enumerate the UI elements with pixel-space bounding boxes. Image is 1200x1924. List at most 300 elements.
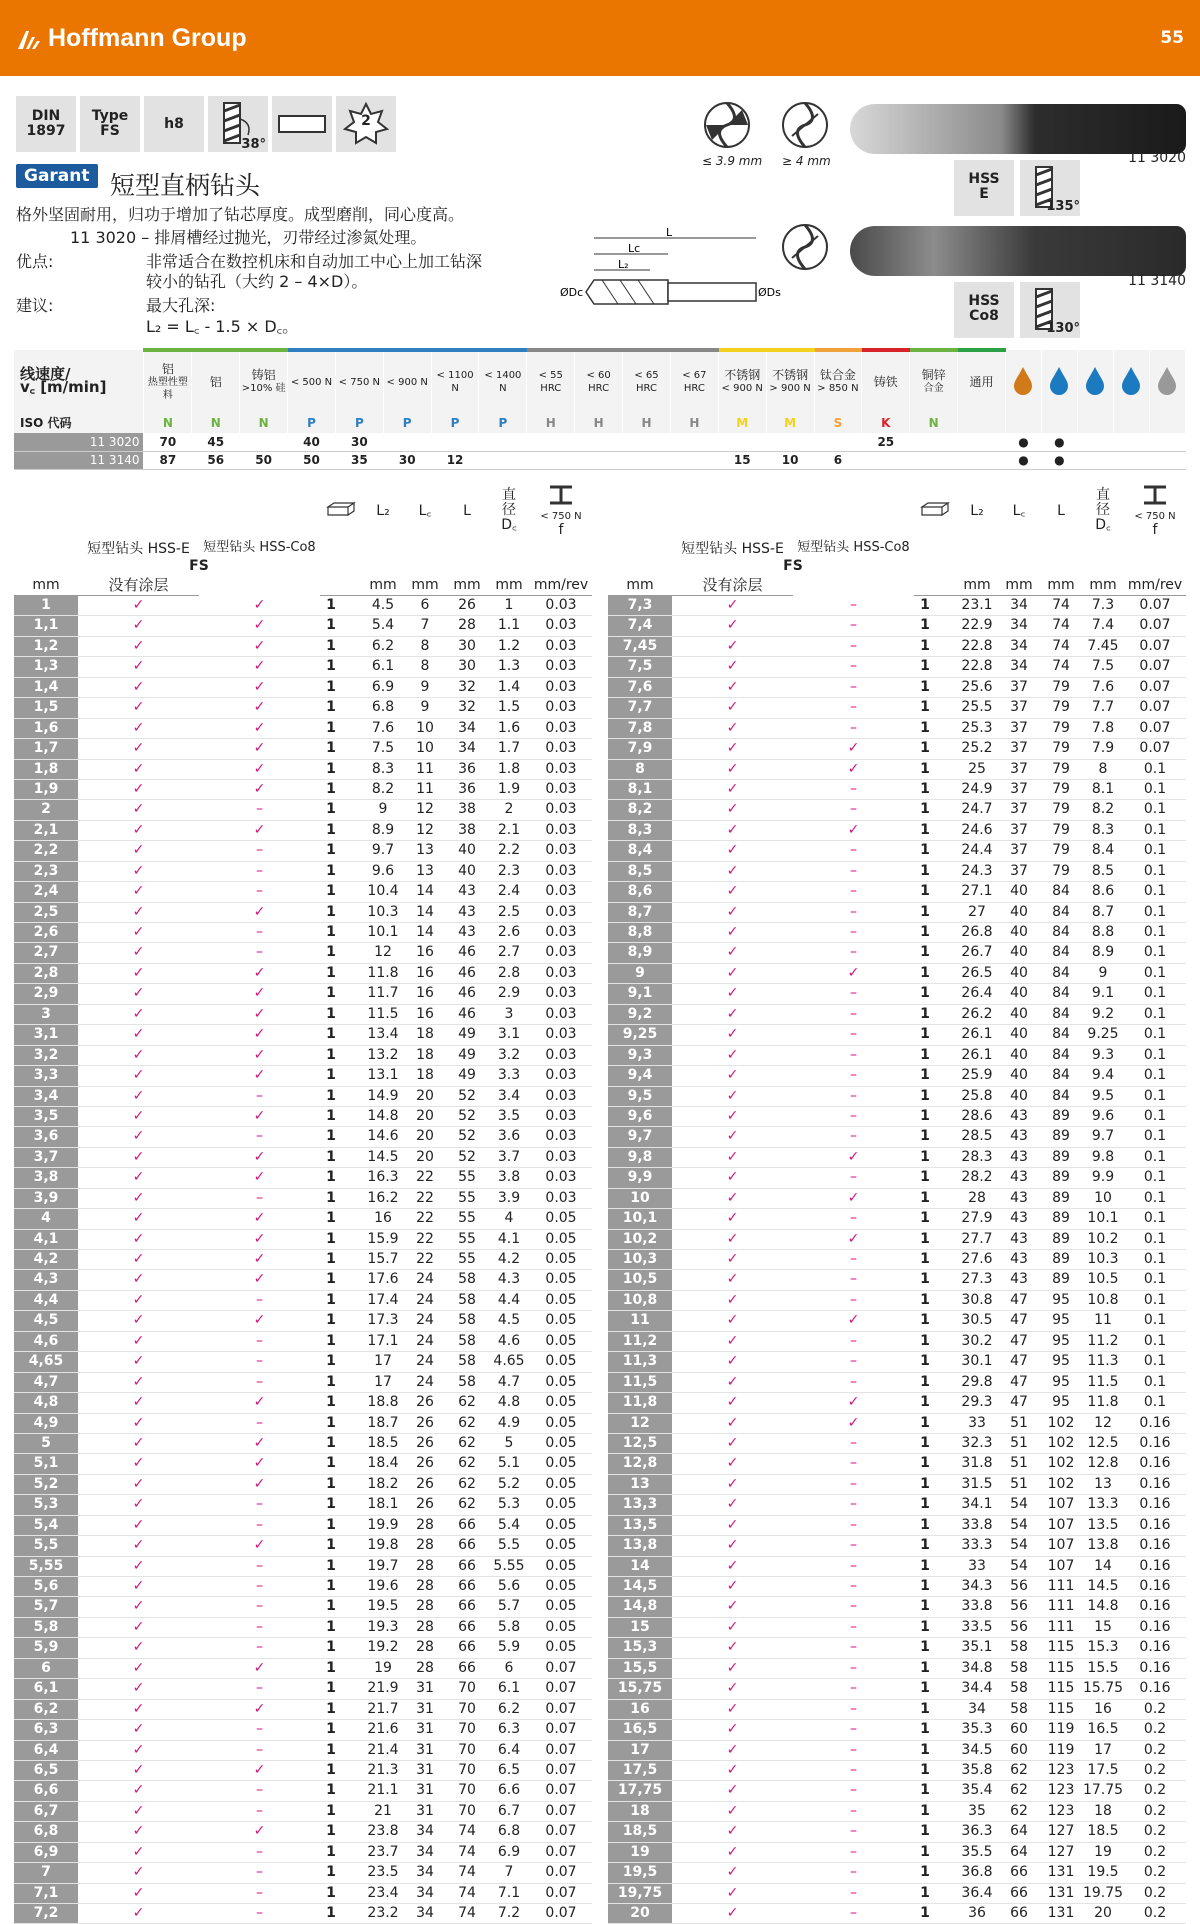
diameter-cell[interactable]: 4,6 bbox=[14, 1331, 78, 1351]
diameter-cell[interactable]: 9,2 bbox=[608, 1004, 672, 1024]
l2-value: 33.8 bbox=[956, 1597, 998, 1617]
diameter-cell[interactable]: 7,2 bbox=[14, 1904, 78, 1924]
ds-value: 14 bbox=[1082, 1556, 1124, 1576]
availability-113140: ✓ bbox=[199, 984, 320, 1004]
lc-value: 6 bbox=[404, 596, 446, 616]
l2-value: 7.5 bbox=[362, 739, 404, 759]
diameter-cell[interactable]: 10,3 bbox=[608, 1250, 672, 1270]
ds-value: 5.4 bbox=[488, 1515, 530, 1535]
diameter-cell[interactable]: 10,1 bbox=[608, 1209, 672, 1229]
diameter-cell[interactable]: 9 bbox=[608, 963, 672, 983]
diameter-cell[interactable]: 17,75 bbox=[608, 1781, 672, 1801]
lc-value: 16 bbox=[404, 1004, 446, 1024]
l-value: 58 bbox=[446, 1372, 488, 1392]
diameter-cell[interactable]: 1,2 bbox=[14, 636, 78, 656]
feed-value: 0.1 bbox=[1124, 984, 1186, 1004]
diameter-cell[interactable]: 2,1 bbox=[14, 820, 78, 840]
l2-value: 21.4 bbox=[362, 1740, 404, 1760]
ds-value: 2.7 bbox=[488, 943, 530, 963]
diameter-cell[interactable]: 5,9 bbox=[14, 1638, 78, 1658]
diameter-cell[interactable]: 17 bbox=[608, 1740, 672, 1760]
lc-value: 26 bbox=[404, 1393, 446, 1413]
feed-value: 0.03 bbox=[530, 657, 592, 677]
diameter-cell[interactable]: 5,2 bbox=[14, 1474, 78, 1494]
diameter-cell[interactable]: 2,7 bbox=[14, 943, 78, 963]
pack-qty: 1 bbox=[914, 1801, 936, 1821]
table-row bbox=[608, 861, 1186, 881]
lc-value: 47 bbox=[998, 1352, 1040, 1372]
diameter-cell[interactable]: 3,8 bbox=[14, 1168, 78, 1188]
table-row bbox=[14, 1904, 592, 1924]
diameter-cell[interactable]: 1,9 bbox=[14, 779, 78, 799]
diameter-cell[interactable]: 3,1 bbox=[14, 1025, 78, 1045]
diameter-cell[interactable]: 14,5 bbox=[608, 1577, 672, 1597]
diameter-cell[interactable]: 5,55 bbox=[14, 1556, 78, 1576]
diameter-cell[interactable]: 8,4 bbox=[608, 841, 672, 861]
table-row bbox=[14, 657, 592, 677]
diameter-cell[interactable]: 2,2 bbox=[14, 841, 78, 861]
mql-icon bbox=[1149, 350, 1185, 412]
l2-value: 18.2 bbox=[362, 1474, 404, 1494]
feed-value: 0.07 bbox=[530, 1883, 592, 1903]
availability-113020: ✓ bbox=[78, 1863, 199, 1883]
availability-113140: – bbox=[199, 1495, 320, 1515]
diameter-cell[interactable]: 6,7 bbox=[14, 1801, 78, 1821]
pack-qty: 1 bbox=[914, 1842, 936, 1862]
l2-value: 27.7 bbox=[956, 1229, 998, 1249]
diameter-cell[interactable]: 2,5 bbox=[14, 902, 78, 922]
table-row bbox=[608, 1290, 1186, 1310]
diameter-cell[interactable]: 6 bbox=[14, 1658, 78, 1678]
diameter-cell[interactable]: 6,2 bbox=[14, 1699, 78, 1719]
l-value: 79 bbox=[1040, 841, 1082, 861]
l-value: 46 bbox=[446, 1004, 488, 1024]
lc-value: 22 bbox=[404, 1168, 446, 1188]
l-value: 74 bbox=[1040, 616, 1082, 636]
diameter-cell[interactable]: 5,7 bbox=[14, 1597, 78, 1617]
pack-qty: 1 bbox=[914, 1188, 936, 1208]
feed-value: 0.07 bbox=[530, 1863, 592, 1883]
feed-value: 0.1 bbox=[1124, 1066, 1186, 1086]
type-fs-label: FS bbox=[78, 558, 320, 574]
availability-113140: ✓ bbox=[199, 616, 320, 636]
brand-logo[interactable] bbox=[16, 24, 247, 53]
diameter-cell[interactable]: 3,3 bbox=[14, 1066, 78, 1086]
pack-qty: 1 bbox=[320, 1760, 342, 1780]
diameter-cell[interactable]: 18,5 bbox=[608, 1822, 672, 1842]
product-description: 格外坚固耐用，归功于增加了钻芯厚度。成型磨削，同心度高。 bbox=[16, 205, 465, 224]
l2-value: 18.1 bbox=[362, 1495, 404, 1515]
diameter-cell[interactable]: 9,4 bbox=[608, 1066, 672, 1086]
availability-113020: ✓ bbox=[672, 1127, 793, 1147]
l-value: 119 bbox=[1040, 1720, 1082, 1740]
diameter-cell[interactable]: 7,1 bbox=[14, 1883, 78, 1903]
diameter-cell[interactable]: 14,8 bbox=[608, 1597, 672, 1617]
diameter-cell[interactable]: 10 bbox=[608, 1188, 672, 1208]
diameter-cell[interactable]: 11,2 bbox=[608, 1331, 672, 1351]
diameter-cell[interactable]: 3,9 bbox=[14, 1188, 78, 1208]
table-row bbox=[14, 1822, 592, 1842]
ds-value: 17.75 bbox=[1082, 1781, 1124, 1801]
diameter-cell[interactable]: 9,7 bbox=[608, 1127, 672, 1147]
availability-113140: – bbox=[793, 1331, 914, 1351]
advantage-text-2: 较小的钻孔（大约 2 – 4×D）。 bbox=[146, 272, 368, 291]
availability-113020: ✓ bbox=[672, 943, 793, 963]
lc-value: 47 bbox=[998, 1393, 1040, 1413]
availability-113020: ✓ bbox=[78, 1454, 199, 1474]
pack-qty: 1 bbox=[320, 841, 342, 861]
ds-value: 4.2 bbox=[488, 1250, 530, 1270]
diameter-cell[interactable]: 10,2 bbox=[608, 1229, 672, 1249]
diameter-cell[interactable]: 4 bbox=[14, 1209, 78, 1229]
lc-value: 10 bbox=[404, 739, 446, 759]
diameter-cell[interactable]: 3,6 bbox=[14, 1127, 78, 1147]
diameter-cell[interactable]: 1,6 bbox=[14, 718, 78, 738]
ds-value: 9 bbox=[1082, 963, 1124, 983]
diameter-cell[interactable]: 5,8 bbox=[14, 1617, 78, 1637]
lc-value: 56 bbox=[998, 1577, 1040, 1597]
diameter-cell[interactable]: 9,3 bbox=[608, 1045, 672, 1065]
feed-value: 0.1 bbox=[1124, 1147, 1186, 1167]
speed-value bbox=[910, 451, 958, 469]
diameter-cell[interactable]: 7,5 bbox=[608, 657, 672, 677]
l2-value: 9.7 bbox=[362, 841, 404, 861]
feed-value: 0.1 bbox=[1124, 1229, 1186, 1249]
availability-113140: ✓ bbox=[199, 902, 320, 922]
ds-value: 8.1 bbox=[1082, 779, 1124, 799]
lc-value: 8 bbox=[404, 657, 446, 677]
diameter-cell[interactable]: 1,3 bbox=[14, 657, 78, 677]
diameter-cell[interactable]: 15,5 bbox=[608, 1658, 672, 1678]
pack-qty: 1 bbox=[320, 1025, 342, 1045]
diameter-cell[interactable]: 17,5 bbox=[608, 1760, 672, 1780]
article-number: 11 3140 bbox=[1128, 273, 1186, 289]
ds-value: 20 bbox=[1082, 1904, 1124, 1924]
pack-qty: 1 bbox=[914, 718, 936, 738]
ds-value: 2.1 bbox=[488, 820, 530, 840]
availability-113140: – bbox=[793, 1290, 914, 1310]
availability-113140: ✓ bbox=[199, 1066, 320, 1086]
diameter-cell[interactable]: 2,3 bbox=[14, 861, 78, 881]
table-row bbox=[608, 1168, 1186, 1188]
coolant-spray-icon bbox=[1077, 350, 1113, 412]
diameter-cell[interactable]: 7,6 bbox=[608, 677, 672, 697]
diameter-cell[interactable]: 2,8 bbox=[14, 963, 78, 983]
diameter-cell[interactable]: 16,5 bbox=[608, 1720, 672, 1740]
availability-113140: ✓ bbox=[199, 1168, 320, 1188]
diameter-cell[interactable]: 9,1 bbox=[608, 984, 672, 1004]
l-value: 66 bbox=[446, 1577, 488, 1597]
availability-113020: ✓ bbox=[78, 1188, 199, 1208]
ds-value: 3.5 bbox=[488, 1106, 530, 1126]
diameter-cell[interactable]: 8,2 bbox=[608, 800, 672, 820]
diameter-cell[interactable]: 7,9 bbox=[608, 739, 672, 759]
availability-113140: ✓ bbox=[199, 677, 320, 697]
material-col: 通用 bbox=[958, 350, 1006, 412]
diameter-cell[interactable]: 1,1 bbox=[14, 616, 78, 636]
availability-113140: – bbox=[793, 1495, 914, 1515]
diameter-cell[interactable]: 8,8 bbox=[608, 923, 672, 943]
speed-value bbox=[527, 433, 575, 451]
pack-qty: 1 bbox=[914, 1331, 936, 1351]
diameter-cell[interactable]: 8,1 bbox=[608, 779, 672, 799]
l-value: 38 bbox=[446, 800, 488, 820]
iso-code: H bbox=[623, 412, 671, 433]
availability-113140: ✓ bbox=[793, 1229, 914, 1249]
diameter-cell[interactable]: 15,3 bbox=[608, 1638, 672, 1658]
l-value: 49 bbox=[446, 1045, 488, 1065]
l2-value: 25 bbox=[956, 759, 998, 779]
feed-value: 0.1 bbox=[1124, 1250, 1186, 1270]
diameter-cell[interactable]: 8,7 bbox=[608, 902, 672, 922]
lc-value: 34 bbox=[998, 657, 1040, 677]
feed-value: 0.2 bbox=[1124, 1781, 1186, 1801]
l2-value: 5.4 bbox=[362, 616, 404, 636]
ds-header: 直 径 D꜀ bbox=[488, 483, 530, 538]
diameter-cell[interactable]: 15 bbox=[608, 1617, 672, 1637]
diameter-cell[interactable]: 4,4 bbox=[14, 1290, 78, 1310]
diameter-cell[interactable]: 14 bbox=[608, 1556, 672, 1576]
diameter-cell[interactable]: 7,7 bbox=[608, 698, 672, 718]
diameter-cell[interactable]: 7,45 bbox=[608, 636, 672, 656]
table-row bbox=[14, 616, 592, 636]
diameter-cell[interactable]: 3,7 bbox=[14, 1147, 78, 1167]
diameter-cell[interactable]: 13 bbox=[608, 1474, 672, 1494]
diameter-cell[interactable]: 20 bbox=[608, 1904, 672, 1924]
diameter-cell[interactable]: 18 bbox=[608, 1801, 672, 1821]
availability-113140: ✓ bbox=[793, 739, 914, 759]
diameter-cell[interactable]: 8 bbox=[608, 759, 672, 779]
l-value: 52 bbox=[446, 1127, 488, 1147]
availability-113140: ✓ bbox=[199, 759, 320, 779]
diameter-cell[interactable]: 9,8 bbox=[608, 1147, 672, 1167]
diameter-cell[interactable]: 3 bbox=[14, 1004, 78, 1024]
diameter-cell[interactable]: 4,2 bbox=[14, 1250, 78, 1270]
lc-value: 13 bbox=[404, 861, 446, 881]
lc-value: 9 bbox=[404, 677, 446, 697]
lc-header: L꜀ bbox=[998, 483, 1040, 538]
availability-113140: – bbox=[793, 1066, 914, 1086]
diameter-cell[interactable]: 13,3 bbox=[608, 1495, 672, 1515]
article-header-113020: 11 3020 bbox=[672, 483, 793, 538]
l-value: 111 bbox=[1040, 1597, 1082, 1617]
diameter-cell[interactable]: 6,1 bbox=[14, 1679, 78, 1699]
l2-value: 30.2 bbox=[956, 1331, 998, 1351]
table-row bbox=[608, 800, 1186, 820]
l-value: 107 bbox=[1040, 1556, 1082, 1576]
diameter-cell[interactable]: 6,5 bbox=[14, 1760, 78, 1780]
diameter-cell[interactable]: 9,6 bbox=[608, 1106, 672, 1126]
availability-113020: ✓ bbox=[78, 657, 199, 677]
diameter-cell[interactable]: 2 bbox=[14, 800, 78, 820]
diameter-header: Ø D꜀ h8 bbox=[14, 483, 78, 558]
feed-value: 0.03 bbox=[530, 1188, 592, 1208]
diameter-cell[interactable]: 6,4 bbox=[14, 1740, 78, 1760]
diameter-cell[interactable]: 4,8 bbox=[14, 1393, 78, 1413]
product-name-hss-co8: 短型钻头 HSS-Co8 bbox=[793, 538, 914, 558]
diameter-cell[interactable]: 7 bbox=[14, 1863, 78, 1883]
diameter-cell[interactable]: 15,75 bbox=[608, 1679, 672, 1699]
diameter-cell[interactable]: 19,75 bbox=[608, 1883, 672, 1903]
speed-value: 87 bbox=[144, 451, 192, 469]
diameter-cell[interactable]: 4,1 bbox=[14, 1229, 78, 1249]
diameter-cell[interactable]: 9,5 bbox=[608, 1086, 672, 1106]
availability-113140: – bbox=[199, 1597, 320, 1617]
feed-value: 0.03 bbox=[530, 636, 592, 656]
availability-113020: ✓ bbox=[672, 1863, 793, 1883]
diameter-cell[interactable]: 7,8 bbox=[608, 718, 672, 738]
diameter-cell[interactable]: 4,3 bbox=[14, 1270, 78, 1290]
diameter-cell[interactable]: 5,1 bbox=[14, 1454, 78, 1474]
diameter-cell[interactable]: 9,9 bbox=[608, 1168, 672, 1188]
diameter-cell[interactable]: 1,4 bbox=[14, 677, 78, 697]
availability-113020: ✓ bbox=[672, 1290, 793, 1310]
diameter-cell[interactable]: 6,8 bbox=[14, 1822, 78, 1842]
l2-value: 24.4 bbox=[956, 841, 998, 861]
feed-value: 0.05 bbox=[530, 1229, 592, 1249]
feed-value: 0.1 bbox=[1124, 841, 1186, 861]
diameter-cell[interactable]: 11,5 bbox=[608, 1372, 672, 1392]
diameter-cell[interactable]: 5,5 bbox=[14, 1536, 78, 1556]
ds-value: 10 bbox=[1082, 1188, 1124, 1208]
diameter-cell[interactable]: 2,9 bbox=[14, 984, 78, 1004]
diameter-cell[interactable]: 5,3 bbox=[14, 1495, 78, 1515]
table-row bbox=[608, 1740, 1186, 1760]
availability-113020: ✓ bbox=[672, 616, 793, 636]
availability-113140: – bbox=[793, 1250, 914, 1270]
feed-value: 0.1 bbox=[1124, 1372, 1186, 1392]
diameter-cell[interactable]: 6,9 bbox=[14, 1842, 78, 1862]
feed-value: 0.2 bbox=[1124, 1842, 1186, 1862]
diameter-cell[interactable]: 1,7 bbox=[14, 739, 78, 759]
diameter-cell[interactable]: 12 bbox=[608, 1413, 672, 1433]
l2-value: 21.6 bbox=[362, 1720, 404, 1740]
diameter-cell[interactable]: 8,9 bbox=[608, 943, 672, 963]
diameter-cell[interactable]: 10,5 bbox=[608, 1270, 672, 1290]
diameter-cell[interactable]: 7,4 bbox=[608, 616, 672, 636]
l2-value: 31.8 bbox=[956, 1454, 998, 1474]
diameter-cell[interactable]: 13,8 bbox=[608, 1536, 672, 1556]
diameter-cell[interactable]: 5,6 bbox=[14, 1577, 78, 1597]
feed-value: 0.05 bbox=[530, 1536, 592, 1556]
diameter-cell[interactable]: 11,3 bbox=[608, 1352, 672, 1372]
diameter-cell[interactable]: 6,6 bbox=[14, 1781, 78, 1801]
diameter-cell[interactable]: 5,4 bbox=[14, 1515, 78, 1535]
availability-113140: ✓ bbox=[793, 1393, 914, 1413]
l2-value: 32.3 bbox=[956, 1433, 998, 1453]
table-row bbox=[608, 943, 1186, 963]
table-row bbox=[14, 1883, 592, 1903]
diameter-cell[interactable]: 11,8 bbox=[608, 1393, 672, 1413]
lc-value: 66 bbox=[998, 1883, 1040, 1903]
l2-value: 26.8 bbox=[956, 923, 998, 943]
pack-qty: 1 bbox=[914, 923, 936, 943]
diameter-cell[interactable]: 4,65 bbox=[14, 1352, 78, 1372]
table-row bbox=[14, 1372, 592, 1392]
feed-value: 0.1 bbox=[1124, 1209, 1186, 1229]
diameter-cell[interactable]: 8,3 bbox=[608, 820, 672, 840]
l2-value: 15.7 bbox=[362, 1250, 404, 1270]
feed-header: < 750 N f bbox=[530, 483, 592, 538]
table-row bbox=[608, 1515, 1186, 1535]
diameter-cell[interactable]: 1 bbox=[14, 596, 78, 616]
ds-value: 8.6 bbox=[1082, 882, 1124, 902]
diameter-cell[interactable]: 11 bbox=[608, 1311, 672, 1331]
l-value: 58 bbox=[446, 1270, 488, 1290]
diameter-cell[interactable]: 3,5 bbox=[14, 1106, 78, 1126]
article-header-113140: 11 3140 bbox=[793, 483, 914, 538]
diameter-cell[interactable]: 4,5 bbox=[14, 1311, 78, 1331]
l-value: 74 bbox=[1040, 636, 1082, 656]
diameter-cell[interactable]: 10,8 bbox=[608, 1290, 672, 1310]
ds-value: 5.8 bbox=[488, 1617, 530, 1637]
l2-header: L₂ bbox=[362, 483, 404, 538]
diameter-cell[interactable]: 2,4 bbox=[14, 882, 78, 902]
diameter-cell[interactable]: 12,8 bbox=[608, 1454, 672, 1474]
availability-113140: ✓ bbox=[199, 1229, 320, 1249]
pack-qty: 1 bbox=[914, 1577, 936, 1597]
diameter-cell[interactable]: 3,4 bbox=[14, 1086, 78, 1106]
diameter-cell[interactable]: 6,3 bbox=[14, 1720, 78, 1740]
ds-value: 12 bbox=[1082, 1413, 1124, 1433]
diameter-cell[interactable]: 19 bbox=[608, 1842, 672, 1862]
diameter-cell[interactable]: 9,25 bbox=[608, 1025, 672, 1045]
ds-value: 6.4 bbox=[488, 1740, 530, 1760]
availability-113020: ✓ bbox=[78, 1822, 199, 1842]
ds-value: 3.9 bbox=[488, 1188, 530, 1208]
pack-qty: 1 bbox=[914, 759, 936, 779]
feed-value: 0.05 bbox=[530, 1495, 592, 1515]
pack-qty: 1 bbox=[914, 698, 936, 718]
availability-113020: ✓ bbox=[672, 1229, 793, 1249]
availability-113020: ✓ bbox=[78, 1168, 199, 1188]
l2-value: 19.6 bbox=[362, 1577, 404, 1597]
unit-mm: mm bbox=[404, 574, 446, 596]
diameter-cell[interactable]: 1,8 bbox=[14, 759, 78, 779]
diameter-cell[interactable]: 19,5 bbox=[608, 1863, 672, 1883]
diameter-cell[interactable]: 4,9 bbox=[14, 1413, 78, 1433]
table-row bbox=[608, 677, 1186, 697]
availability-113140: – bbox=[199, 1515, 320, 1535]
diameter-cell[interactable]: 4,7 bbox=[14, 1372, 78, 1392]
coating-none: 没有涂层 bbox=[672, 574, 793, 596]
diameter-cell[interactable]: 8,5 bbox=[608, 861, 672, 881]
diameter-cell[interactable]: 13,5 bbox=[608, 1515, 672, 1535]
diameter-cell[interactable]: 7,3 bbox=[608, 596, 672, 616]
availability-113140: ✓ bbox=[199, 1311, 320, 1331]
diameter-cell[interactable]: 3,2 bbox=[14, 1045, 78, 1065]
diameter-cell[interactable]: 5 bbox=[14, 1433, 78, 1453]
availability-113140: – bbox=[793, 923, 914, 943]
l-value: 30 bbox=[446, 657, 488, 677]
diameter-cell[interactable]: 1,5 bbox=[14, 698, 78, 718]
diameter-cell[interactable]: 8,6 bbox=[608, 882, 672, 902]
pack-qty: 1 bbox=[914, 616, 936, 636]
lc-value: 34 bbox=[404, 1863, 446, 1883]
diameter-cell[interactable]: 2,6 bbox=[14, 923, 78, 943]
table-row bbox=[14, 1106, 592, 1126]
ds-value: 15.5 bbox=[1082, 1658, 1124, 1678]
availability-113140: – bbox=[793, 1679, 914, 1699]
iso-code: M bbox=[718, 412, 766, 433]
diameter-cell[interactable]: 16 bbox=[608, 1699, 672, 1719]
diameter-cell[interactable]: 12,5 bbox=[608, 1433, 672, 1453]
lc-value: 20 bbox=[404, 1147, 446, 1167]
table-row bbox=[14, 1474, 592, 1494]
l2-value: 30.8 bbox=[956, 1290, 998, 1310]
l2-value: 30.1 bbox=[956, 1352, 998, 1372]
lc-value: 43 bbox=[998, 1168, 1040, 1188]
